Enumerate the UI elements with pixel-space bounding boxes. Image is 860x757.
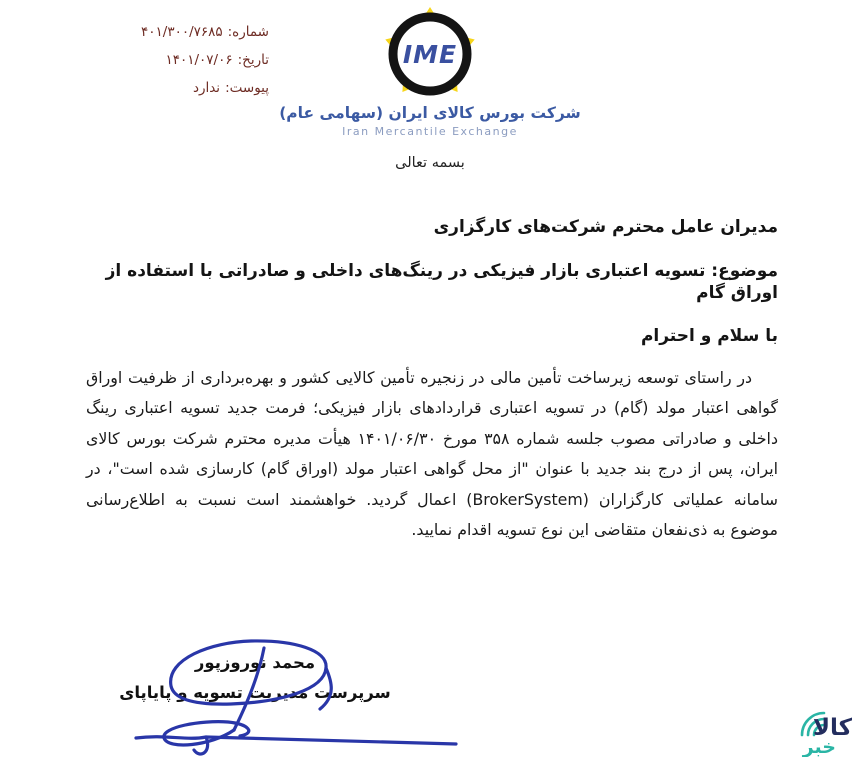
signer-title: سرپرست مدیریت تسویه و پایاپای <box>119 683 391 702</box>
signature-curl-stroke <box>194 737 208 754</box>
letter-date-value: ۱۴۰۱/۰۷/۰۶ <box>165 52 233 68</box>
letter-date-label: تاریخ: <box>237 52 269 68</box>
letter-paragraph: در راستای توسعه زیرساخت تأمین مالی در زنجیره تأمین کالایی کشور و بهره‌برداری از ظرفیت اوراق گواهی اعتبار مولد (گام) در تسویه اعتباری قراردادهای بازار فیزیکی؛ فرمت جدید تسویه اعتباری رینگ داخلی و صادراتی مصوب جلسه شماره ۳۵۸ مورخ ۱۴۰۱/۰۶/۳۰ هیأت مدیره محترم شرکت بورس کالای ایران، پس از درج بند جدید با عنوان "از محل گواهی اعتبار مولد (اوراق گام) کارسازی شده است"، در سامانه عملیاتی کارگزاران (BrokerSystem) اعمال گردید. خواهشمند است نسبت به اطلاع‌رسانی موضوع به ذی‌نفعان متقاضی این نوع تسویه اقدام نمایید. <box>86 367 778 540</box>
signer-name: محمد نوروزپور <box>194 653 316 672</box>
signature-block <box>95 648 415 708</box>
letter-number-value: ۴۰۱/۳۰۰/۷۶۸۵ <box>141 24 223 40</box>
bismillah-line: بسمه تعالی <box>395 155 465 171</box>
letter-body-block <box>86 216 778 562</box>
watermark-word-bottom: خبر <box>802 736 836 757</box>
letter-number-label: شماره: <box>227 24 269 40</box>
signature-underline-stroke <box>136 737 456 744</box>
subject-line: موضوع: تسویه اعتباری بازار فیزیکی در رینگ‌های داخلی و صادراتی با استفاده از اوراق گام <box>105 261 778 303</box>
watermark-word-top: کالا <box>812 715 852 741</box>
letterhead <box>0 6 860 138</box>
signature-loop-stroke <box>164 722 249 745</box>
recipient-line: مدیران عامل محترم شرکت‌های کارگزاری <box>433 217 778 237</box>
logo-letters: IME <box>402 40 458 69</box>
letter-attachment-value: ندارد <box>192 80 221 96</box>
letter-attachment-label: پیوست: <box>225 80 269 96</box>
ime-logo-icon <box>378 6 482 102</box>
org-name-en: Iran Mercantile Exchange <box>342 125 518 138</box>
org-name-fa: شرکت بورس کالای ایران (سهامی عام) <box>279 104 581 122</box>
salutation-line: با سلام و احترام <box>640 326 778 346</box>
kalakhabar-watermark-icon <box>774 683 856 757</box>
